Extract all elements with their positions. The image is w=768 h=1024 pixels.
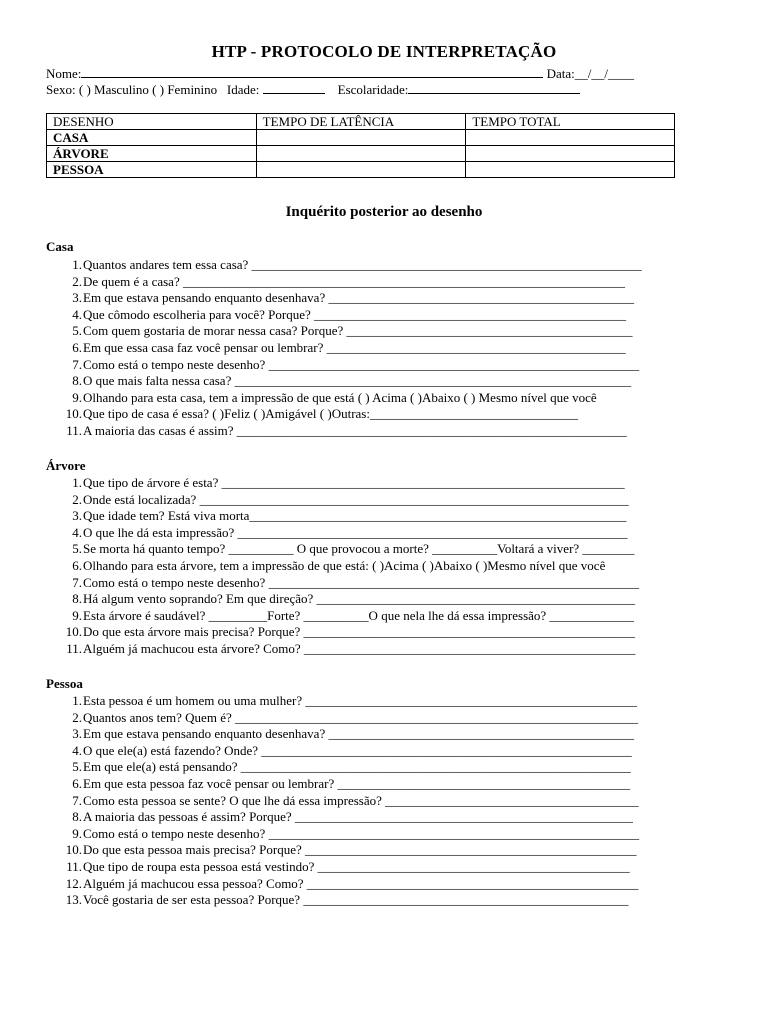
question-number: 8.	[72, 591, 82, 607]
list-item[interactable]	[46, 842, 722, 859]
question-number: 7.	[72, 574, 82, 590]
table-header-row	[47, 114, 675, 130]
list-item[interactable]	[46, 323, 722, 340]
female-option[interactable]: ( ) Feminino	[152, 82, 218, 97]
question-number: 1.	[72, 693, 82, 708]
question-text: Que tipo de roupa esta pessoa está vestindo? ________________________________________________	[83, 859, 630, 874]
question-text: De quem é a casa? ____________________________________________________________________	[83, 273, 625, 289]
name-date-line	[46, 65, 634, 82]
list-item[interactable]	[46, 608, 722, 625]
list-item[interactable]	[46, 558, 722, 575]
question-number: 6.	[72, 558, 82, 573]
list-item[interactable]	[46, 759, 722, 776]
drawing-time-table	[46, 113, 675, 178]
question-text: O que mais falta nessa casa? _____________________________________________________________	[83, 373, 632, 389]
list-item[interactable]	[46, 641, 722, 658]
question-number: 6.	[72, 776, 82, 791]
question-text: Olhando para esta árvore, tem a impressão de que está: ( )Acima ( )Abaixo ( )Mesmo nível que você	[83, 558, 606, 573]
question-number: 2.	[72, 709, 82, 725]
question-text: Com quem gostaria de morar nessa casa? Porque? ____________________________________________	[83, 323, 633, 339]
question-number: 10.	[65, 624, 82, 640]
row-label-casa: CASA	[47, 130, 257, 146]
list-item[interactable]	[46, 892, 722, 909]
question-number: 9.	[72, 825, 82, 841]
list-item[interactable]	[46, 793, 722, 810]
question-text: Alguém já machucou esta árvore? Como? ___________________________________________________	[83, 641, 636, 656]
list-item[interactable]	[46, 406, 722, 423]
list-item[interactable]	[46, 390, 722, 407]
age-field[interactable]	[263, 81, 325, 94]
question-number: 5.	[72, 759, 82, 775]
question-number: 2.	[72, 273, 82, 289]
list-item[interactable]	[46, 541, 722, 558]
table-row	[47, 162, 675, 178]
question-number: 4.	[72, 306, 82, 322]
list-item[interactable]	[46, 826, 722, 843]
row-label-pessoa: PESSOA	[47, 162, 257, 178]
date-label: Data:	[546, 66, 575, 81]
question-text: A maioria das pessoas é assim? Porque? ____________________________________________________	[83, 809, 633, 825]
list-item[interactable]	[46, 575, 722, 592]
question-text: A maioria das casas é assim? ____________________________________________________________	[83, 423, 627, 438]
table-row	[47, 146, 675, 162]
question-text: Do que esta árvore mais precisa? Porque? ___________________________________________________	[83, 624, 636, 640]
section-title-casa: Casa	[46, 239, 74, 254]
question-number: 3.	[72, 508, 82, 524]
list-item[interactable]	[46, 290, 722, 307]
education-field[interactable]	[408, 81, 580, 94]
question-number: 4.	[72, 524, 82, 540]
question-number: 8.	[72, 373, 82, 389]
list-item[interactable]	[46, 373, 722, 390]
question-text: Que tipo de casa é essa? ( )Feliz ( )Amigável ( )Outras:________________________________	[83, 406, 578, 422]
question-number: 10.	[65, 842, 82, 858]
question-text: Se morta há quanto tempo? __________ O que provocou a morte? __________Voltará a viver? ________	[83, 541, 635, 557]
list-item[interactable]	[46, 776, 722, 793]
male-option[interactable]: ( ) Masculino	[78, 82, 149, 97]
question-number: 11.	[66, 859, 82, 874]
list-item[interactable]	[46, 492, 722, 509]
question-number: 9.	[72, 389, 82, 405]
question-text: Olhando para esta casa, tem a impressão de que está ( ) Acima ( )Abaixo ( ) Mesmo nível que você	[83, 389, 597, 405]
question-text: Quantos andares tem essa casa? ____________________________________________________________	[83, 257, 642, 272]
education-label: Escolaridade:	[337, 82, 409, 97]
question-number: 7.	[72, 792, 82, 808]
list-item[interactable]	[46, 693, 722, 710]
question-text: Há algum vento soprando? Em que direção? _________________________________________________	[83, 591, 636, 607]
question-number: 11.	[66, 641, 82, 656]
list-item[interactable]	[46, 591, 722, 608]
list-item[interactable]	[46, 257, 722, 274]
question-text: Como está o tempo neste desenho? _________________________________________________________	[83, 825, 640, 841]
question-text: O que lhe dá esta impressão? ____________________________________________________________	[83, 524, 628, 540]
list-item[interactable]	[46, 475, 722, 492]
row-label-arvore: ÁRVORE	[47, 146, 257, 162]
list-item[interactable]	[46, 307, 722, 324]
question-number: 7.	[72, 356, 82, 372]
question-number: 5.	[72, 323, 82, 339]
list-item[interactable]	[46, 423, 722, 440]
cell-total-pessoa[interactable]	[466, 162, 675, 178]
sex-label: Sexo:	[46, 82, 76, 97]
question-number: 8.	[72, 809, 82, 825]
question-number: 10.	[65, 406, 82, 422]
question-text: Esta pessoa é um homem ou uma mulher? ___________________________________________________	[83, 693, 637, 708]
question-text: Em que ele(a) está pensando? ____________________________________________________________	[83, 759, 631, 775]
question-number: 2.	[72, 491, 82, 507]
inquiry-subtitle: Inquérito posterior ao desenho	[285, 204, 483, 220]
question-text: Onde está localizada? __________________________________________________________________	[83, 491, 629, 507]
question-number: 3.	[72, 290, 82, 306]
question-number: 1.	[72, 257, 82, 272]
list-item[interactable]	[46, 710, 722, 727]
page-title: HTP - PROTOCOLO DE INTERPRETAÇÃO	[211, 42, 557, 61]
list-item[interactable]	[46, 743, 722, 760]
list-item[interactable]	[46, 809, 722, 826]
question-number: 5.	[72, 541, 82, 557]
question-text: Você gostaria de ser esta pessoa? Porque? __________________________________________________	[83, 892, 629, 908]
question-number: 6.	[72, 340, 82, 355]
question-text: Como esta pessoa se sente? O que lhe dá essa impressão? _______________________________________	[83, 792, 639, 808]
list-item[interactable]	[46, 624, 722, 641]
question-text: Como está o tempo neste desenho? _________________________________________________________	[83, 356, 640, 372]
age-label: Idade:	[226, 82, 260, 97]
list-item[interactable]	[46, 274, 722, 291]
question-number: 9.	[72, 607, 82, 623]
list-item[interactable]	[46, 357, 722, 374]
date-field[interactable]: __/__/____	[574, 66, 635, 81]
question-text: Como está o tempo neste desenho? _________________________________________________________	[83, 574, 640, 590]
list-item[interactable]	[46, 859, 722, 876]
header-tempo-latencia: TEMPO DE LATÊNCIA	[256, 114, 466, 130]
name-field[interactable]	[81, 65, 543, 78]
question-text: Em que estava pensando enquanto desenhava? _______________________________________________	[83, 726, 634, 742]
cell-total-arvore[interactable]	[466, 146, 675, 162]
question-text: Que tipo de árvore é esta? ______________________________________________________________	[83, 475, 625, 490]
question-number: 4.	[72, 742, 82, 758]
question-number: 1.	[72, 475, 82, 490]
header-desenho: DESENHO	[47, 114, 257, 130]
list-item[interactable]	[46, 525, 722, 542]
list-item[interactable]	[46, 726, 722, 743]
question-number: 11.	[66, 423, 82, 438]
question-number: 12.	[65, 875, 82, 891]
question-number: 13.	[65, 892, 82, 908]
question-text: O que ele(a) está fazendo? Onde? _________________________________________________________	[83, 742, 632, 758]
section-title-pessoa: Pessoa	[46, 676, 83, 691]
question-text: Que cômodo escolheria para você? Porque? ________________________________________________	[83, 306, 627, 322]
question-text: Em que essa casa faz você pensar ou lembrar? ______________________________________________	[83, 340, 626, 355]
question-text: Em que estava pensando enquanto desenhava? _______________________________________________	[83, 290, 634, 306]
sex-age-education-line	[46, 81, 580, 98]
cell-latency-casa[interactable]	[256, 130, 466, 146]
cell-total-casa[interactable]	[466, 130, 675, 146]
question-text: Esta árvore é saudável? _________Forte? __________O que nela lhe dá essa impressão? _____________	[83, 607, 634, 623]
section-title-arvore: Árvore	[46, 458, 86, 473]
question-text: Que idade tem? Está viva morta__________________________________________________________	[83, 508, 627, 524]
table-row	[47, 130, 675, 146]
cell-latency-pessoa[interactable]	[256, 162, 466, 178]
list-item[interactable]	[46, 340, 722, 357]
cell-latency-arvore[interactable]	[256, 146, 466, 162]
name-label: Nome:	[46, 66, 82, 81]
question-number: 3.	[72, 726, 82, 742]
header-tempo-total: TEMPO TOTAL	[466, 114, 675, 130]
question-text: Quantos anos tem? Quem é? ______________________________________________________________	[83, 709, 638, 725]
question-text: Em que esta pessoa faz você pensar ou lembrar? _____________________________________________	[83, 776, 630, 791]
list-item[interactable]	[46, 508, 722, 525]
question-text: Do que esta pessoa mais precisa? Porque? ___________________________________________________	[83, 842, 637, 858]
question-text: Alguém já machucou essa pessoa? Como? ___________________________________________________	[83, 875, 639, 891]
list-item[interactable]	[46, 876, 722, 893]
